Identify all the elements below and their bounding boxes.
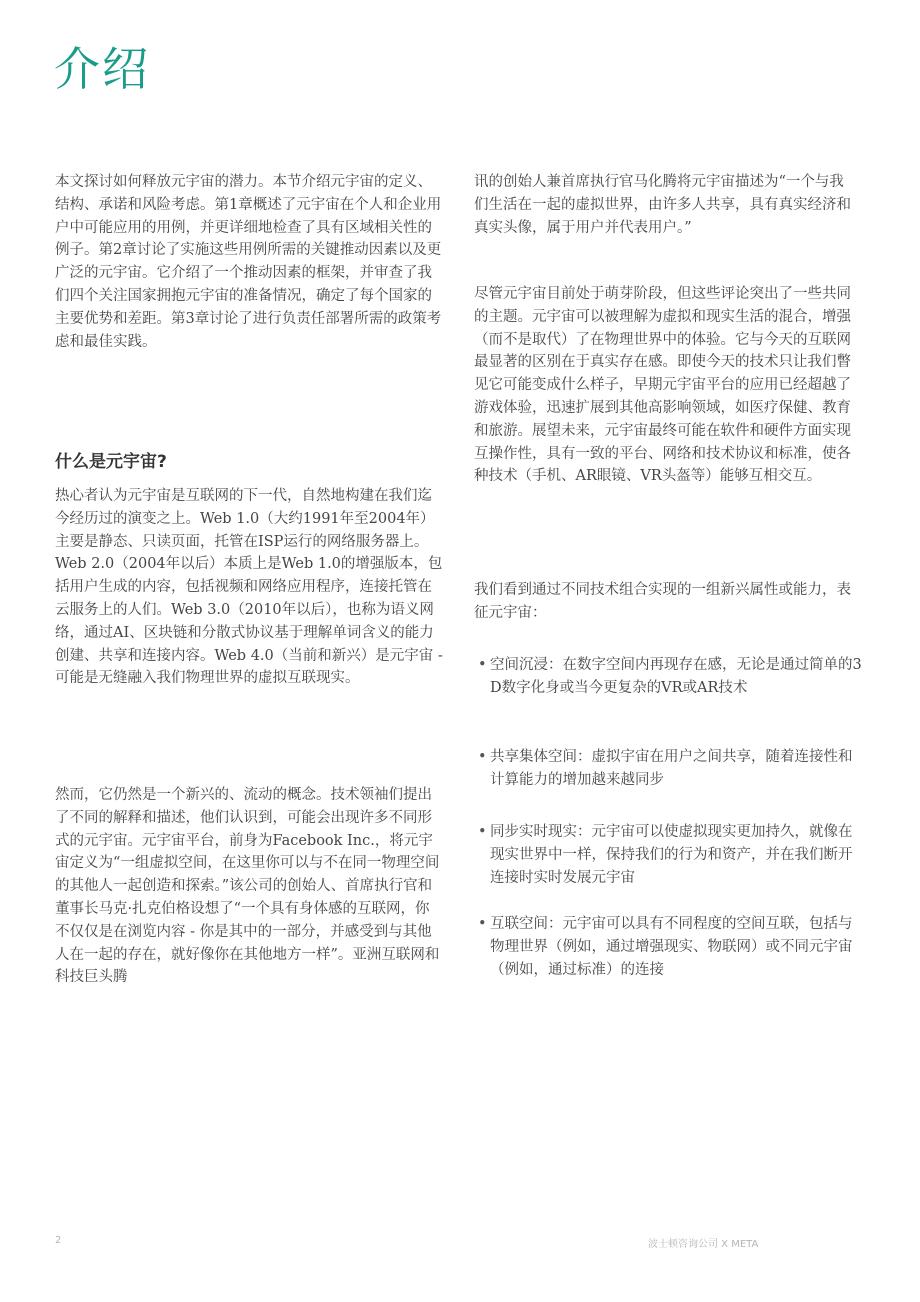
bullet-text: 空间沉浸：在数字空间内再现存在感，无论是通过简单的3D数字化身或当今更复杂的VR或AR技术 <box>490 657 862 696</box>
bullet-item-shared-space <box>478 746 862 792</box>
bullet-glyph: • <box>478 749 487 765</box>
footer-source: 波士顿咨询公司 X META <box>648 1239 759 1250</box>
page-title: 介绍 <box>54 42 150 96</box>
definitions-paragraph: 然而，它仍然是一个新兴的、流动的概念。技术领袖们提出了不同的解释和描述，他们认识到，可能会出现许多不同形式的元宇宙。元宇宙平台，前身为Facebook Inc.，将元宇宙定义为“一组虚拟空间，在这里你可以与不在同一物理空间的其他人一起创造和探索。”该公司的创始人、首席执行官和董事长马克·扎克伯格设想了“一个具有身体感的互联网，你不仅仅是在浏览内容 - 你是其中的一部分，并感受到与其他人在一起的存在，就好像你在其他地方一样”。亚洲互联网和科技巨头腾 <box>55 787 440 986</box>
intro-paragraph: 本文探讨如何释放元宇宙的潜力。本节介绍元宇宙的定义、结构、承诺和风险考虑。第1章概述了元宇宙在个人和企业用户中可能应用的用例，并更详细地检查了具有区域相关性的例子。第2章讨论了实施这些用例所需的关键推动因素以及更广泛的元宇宙。它介绍了一个推动因素的框架，并审查了我们四个关注国家拥抱元宇宙的准备情况，确定了每个国家的主要优势和差距。第3章讨论了进行负责任部署所需的政策考虑和最佳实践。 <box>55 174 442 350</box>
section-heading: 什么是元宇宙? <box>55 452 167 472</box>
bullet-text: 同步实时现实：元宇宙可以使虚拟现实更加持久，就像在现实世界中一样，保持我们的行为和资产，并在我们断开连接时实时发展元宇宙 <box>490 824 853 886</box>
bullet-glyph: • <box>478 916 487 932</box>
common-themes-paragraph: 尽管元宇宙目前处于萌芽阶段，但这些评论突出了一些共同的主题。元宇宙可以被理解为虚拟和现实生活的混合，增强（而不是取代）了在物理世界中的体验。它与今天的互联网最显著的区别在于真实存在感。即使今天的技术只让我们瞥见它可能变成什么样子，早期元宇宙平台的应用已经超越了游戏体验，迅速扩展到其他高影响领域，如医疗保健、教育和旅游。展望未来，元宇宙最终可能在软件和硬件方面实现互操作性，具有一致的平台、网络和技术协议和标准，使各种技术（手机、AR眼镜、VR头盔等）能够互相交互。 <box>474 286 851 485</box>
bullet-glyph: • <box>478 657 487 673</box>
page-number: 2 <box>55 1235 62 1246</box>
web-evolution-paragraph: 热心者认为元宇宙是互联网的下一代，自然地构建在我们迄今经历过的演变之上。Web 1.0（大约1991年至2004年）主要是静态、只读页面，托管在ISP运行的网络服务器上。Web 2.0（2004年以后）本质上是Web 1.0的增强版本，包括用户生成的内容，包括视频和网络应用程序，连接托管在云服务上的人们。Web 3.0（2010年以后），也称为语义网络，通过AI、区块链和分散式协议基于理解单词含义的能力创建、共享和连接内容。Web 4.0（当前和新兴）是元宇宙 - 可能是无缝融入我们物理世界的虚拟互联现实。 <box>55 488 443 687</box>
bullet-item-interconnected-space <box>478 913 862 981</box>
tencent-quote-paragraph: 讯的创始人兼首席执行官马化腾将元宇宙描述为“一个与我们生活在一起的虚拟世界，由许多人共享，具有真实经济和真实头像，属于用户并代表用户。” <box>474 174 851 236</box>
bullet-item-realtime-reality <box>478 821 862 889</box>
bullet-glyph: • <box>478 824 487 840</box>
bullet-text: 互联空间：元宇宙可以具有不同程度的空间互联，包括与物理世界（例如，通过增强现实、物联网）或不同元宇宙（例如，通过标准）的连接 <box>490 916 853 978</box>
attributes-intro-paragraph: 我们看到通过不同技术组合实现的一组新兴属性或能力，表征元宇宙： <box>474 582 851 621</box>
bullet-text: 共享集体空间：虚拟宇宙在用户之间共享，随着连接性和计算能力的增加越来越同步 <box>490 749 853 788</box>
bullet-item-spatial-immersion <box>478 654 862 700</box>
